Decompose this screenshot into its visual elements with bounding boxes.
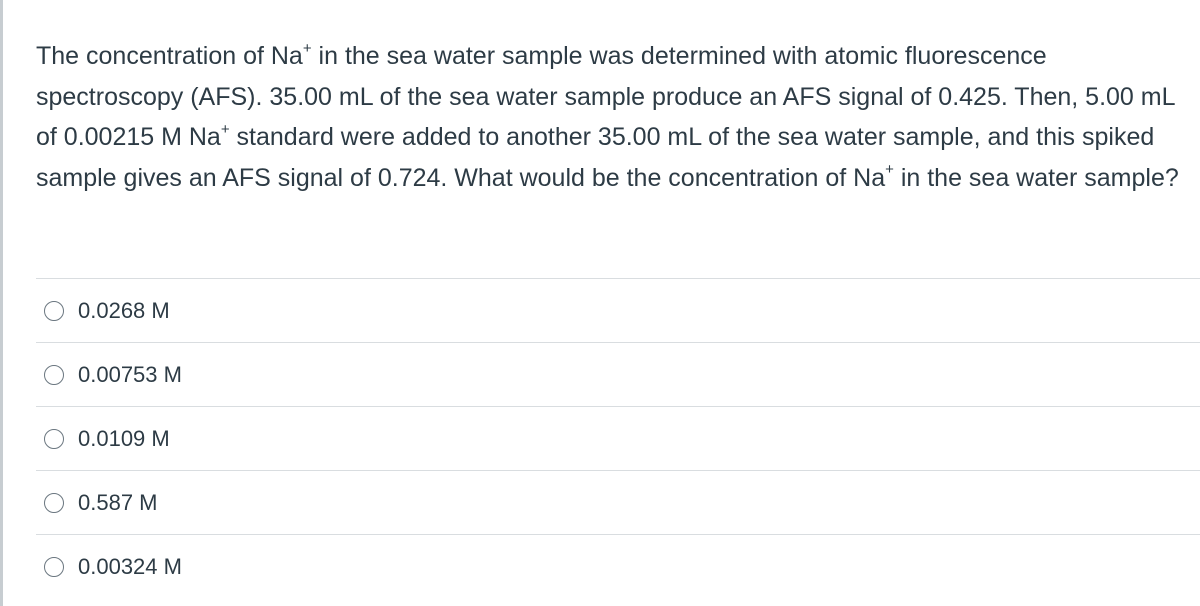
- answer-label: 0.00324 M: [78, 553, 182, 579]
- radio-button[interactable]: [44, 365, 64, 385]
- answer-option[interactable]: [36, 406, 1200, 470]
- superscript-plus: +: [220, 120, 230, 138]
- answer-option[interactable]: [36, 534, 1200, 598]
- question-text: [36, 36, 1196, 198]
- answer-list: [36, 278, 1200, 598]
- question-text-part: in the sea water sample?: [893, 163, 1179, 192]
- radio-button[interactable]: [44, 493, 64, 513]
- answer-option[interactable]: [36, 342, 1200, 406]
- question-text-part: The concentration of Na: [36, 42, 303, 70]
- question-text-part: in the sea water sample was determined with atomic fluorescence spectroscopy (AFS). 35.00 mL of the sea water sample produce an AFS signal of 0.425. Then, 5.00 mL of 0.00215 M Na: [36, 42, 1175, 151]
- answer-option[interactable]: [36, 278, 1200, 342]
- answer-label: 0.0109 M: [78, 425, 170, 451]
- left-border: [0, 0, 3, 606]
- radio-button[interactable]: [44, 301, 64, 321]
- superscript-plus: +: [885, 161, 894, 179]
- superscript-plus: +: [302, 39, 312, 57]
- radio-button[interactable]: [44, 557, 64, 577]
- answer-label: 0.00753 M: [78, 361, 182, 387]
- answer-option[interactable]: [36, 470, 1200, 534]
- answer-label: 0.0268 M: [78, 297, 170, 323]
- answer-label: 0.587 M: [78, 489, 158, 515]
- radio-button[interactable]: [44, 429, 64, 449]
- question-text-part: standard were added to another 35.00 mL of the sea water sample, and this spiked sample gives an AFS signal of 0.724. What would be the concentration of Na: [36, 123, 1155, 192]
